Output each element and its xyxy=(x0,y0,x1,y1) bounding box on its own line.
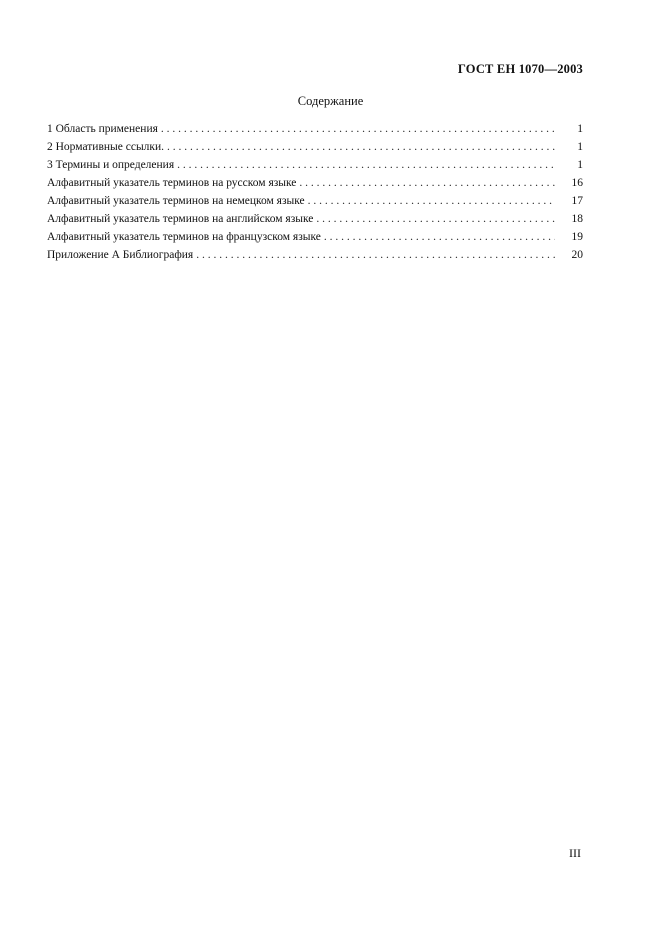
toc-entry[interactable] xyxy=(47,192,583,210)
toc-entry[interactable] xyxy=(47,138,583,156)
toc-entry-page: 17 xyxy=(571,195,583,207)
toc-entry-page: 1 xyxy=(577,141,583,153)
dot-leader xyxy=(196,246,555,264)
toc-entry[interactable] xyxy=(47,120,583,138)
page-number: III xyxy=(569,846,581,860)
toc-entry[interactable] xyxy=(47,174,583,192)
toc-entry-title: 2 Нормативные ссылки. xyxy=(47,141,165,153)
toc-entry[interactable] xyxy=(47,246,583,264)
toc-entry-title: 3 Термины и определения xyxy=(47,159,175,171)
document-code: ГОСТ ЕН 1070—2003 xyxy=(457,62,583,76)
toc-entry-title: Алфавитный указатель терминов на английском языке xyxy=(47,213,314,225)
toc-entry-page: 16 xyxy=(571,177,583,189)
dot-leader xyxy=(316,210,555,228)
toc-entry-page: 19 xyxy=(571,231,583,243)
dot-leader xyxy=(299,174,555,192)
toc-entry-page: 1 xyxy=(577,123,583,135)
toc-entry-title: Алфавитный указатель терминов на французском языке xyxy=(47,231,321,243)
toc-heading: Содержание xyxy=(297,94,364,108)
toc-entry-title: Приложение А Библиография xyxy=(47,249,194,261)
dot-leader xyxy=(167,138,555,156)
toc-entry-title: Алфавитный указатель терминов на немецком языке xyxy=(47,195,305,207)
toc-entry-page: 1 xyxy=(577,159,583,171)
toc-entry[interactable] xyxy=(47,210,583,228)
toc-entry-title: 1 Область применения xyxy=(47,123,158,135)
dot-leader xyxy=(177,156,555,174)
dot-leader xyxy=(161,120,555,138)
toc-entry-page: 20 xyxy=(571,249,583,261)
toc-entry[interactable] xyxy=(47,228,583,246)
toc-entry[interactable] xyxy=(47,156,583,174)
dot-leader xyxy=(308,192,555,210)
toc-entry-title: Алфавитный указатель терминов на русском языке xyxy=(47,177,297,189)
dot-leader xyxy=(324,228,555,246)
toc-entry-page: 18 xyxy=(571,213,583,225)
table-of-contents xyxy=(47,120,583,264)
